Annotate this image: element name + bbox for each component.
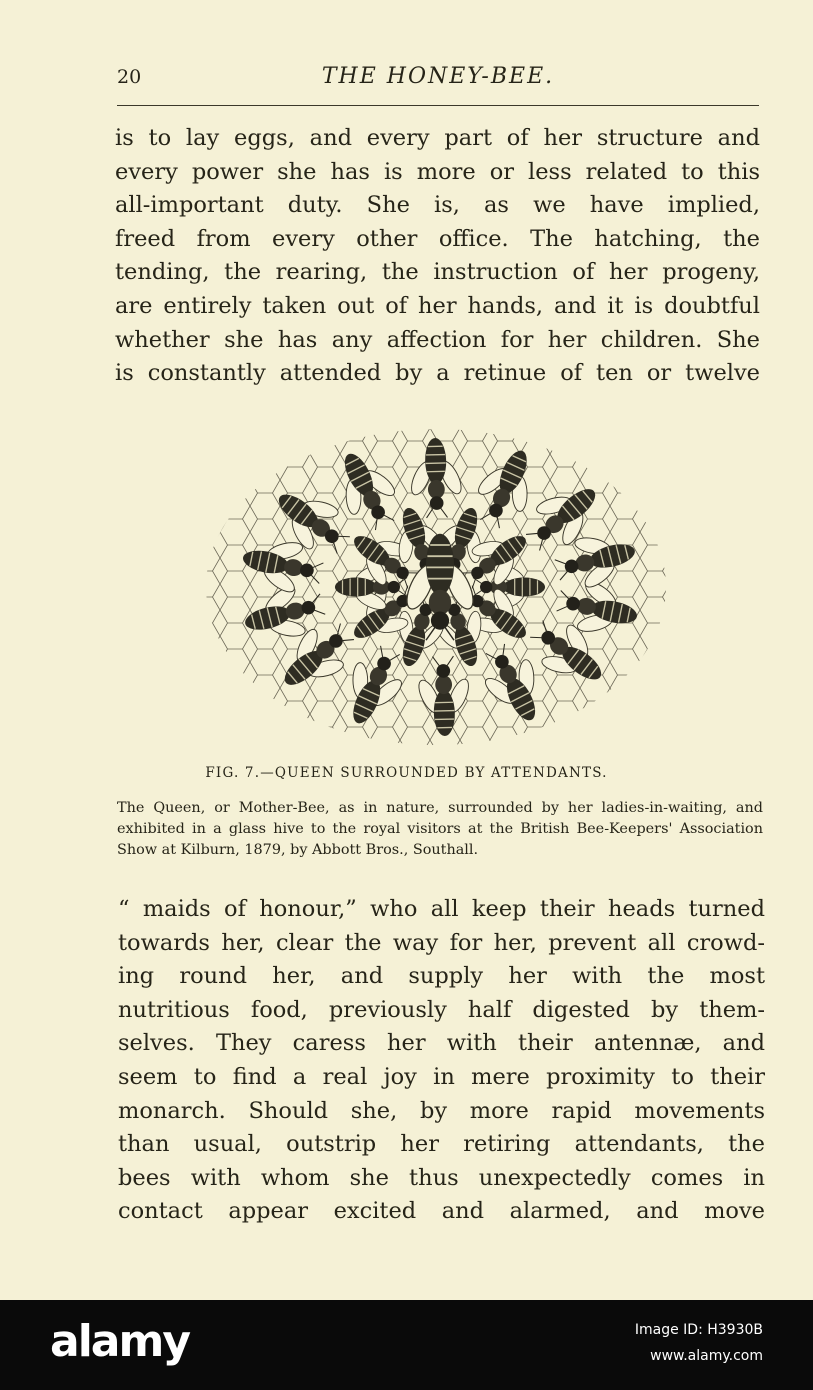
text-line: ing round her, and supply her with the most (118, 963, 765, 990)
text-line: contact appear excited and alarmed, and move (118, 1198, 765, 1225)
site-url: www.alamy.com (650, 1348, 763, 1364)
header-rule (117, 105, 759, 106)
text-line: is constantly attended by a retinue of ten or twelve (115, 360, 760, 387)
image-id: Image ID: H3930B (634, 1322, 763, 1338)
text-line: freed from every other office. The hatching, the (115, 225, 760, 252)
text-line: tending, the rearing, the instruction of her progeny, (115, 259, 760, 286)
figure-caption-description (117, 798, 763, 861)
text-line: nutritious food, previously half digested by them- (118, 996, 765, 1023)
page-header (117, 62, 759, 96)
text-line: are entirely taken out of her hands, and it is doubtful (115, 292, 760, 319)
figure-caption-title: FIG. 7.—QUEEN SURROUNDED BY ATTENDANTS. (205, 765, 608, 781)
text-line: is to lay eggs, and every part of her structure and (115, 125, 760, 151)
text-line: whether she has any affection for her children. She (115, 326, 760, 353)
stock-watermark-bar (0, 1300, 813, 1390)
caption-line: Show at Kilburn, 1879, by Abbott Bros., Southall. (117, 842, 479, 858)
text-line: towards her, clear the way for her, prevent all crowd- (118, 929, 765, 956)
text-line: every power she has is more or less related to this (115, 158, 760, 185)
queen-bee-illustration (190, 415, 682, 760)
paragraph-2 (118, 893, 765, 1229)
page-number: 20 (117, 66, 142, 88)
text-line: selves. They caress her with their antennæ, and (118, 1030, 765, 1057)
caption-line: The Queen, or Mother-Bee, as in nature, surrounded by her ladies-in-waiting, and (117, 800, 763, 816)
text-line: “ maids of honour,” who all keep their heads turned (118, 896, 765, 922)
paragraph-1 (115, 122, 760, 391)
text-line: bees with whom she thus unexpectedly comes in (118, 1164, 765, 1191)
caption-line: exhibited in a glass hive to the royal visitors at the British Bee-Keepers' Association (117, 821, 763, 837)
running-title: THE HONEY-BEE. (321, 64, 555, 89)
text-line: monarch. Should she, by more rapid movements (118, 1097, 765, 1124)
text-line: than usual, outstrip her retiring attendants, the (118, 1131, 765, 1158)
alamy-logo: alamy (50, 1316, 189, 1367)
text-line: seem to find a real joy in mere proximity to their (118, 1063, 765, 1090)
text-line: all-important duty. She is, as we have implied, (115, 192, 760, 219)
